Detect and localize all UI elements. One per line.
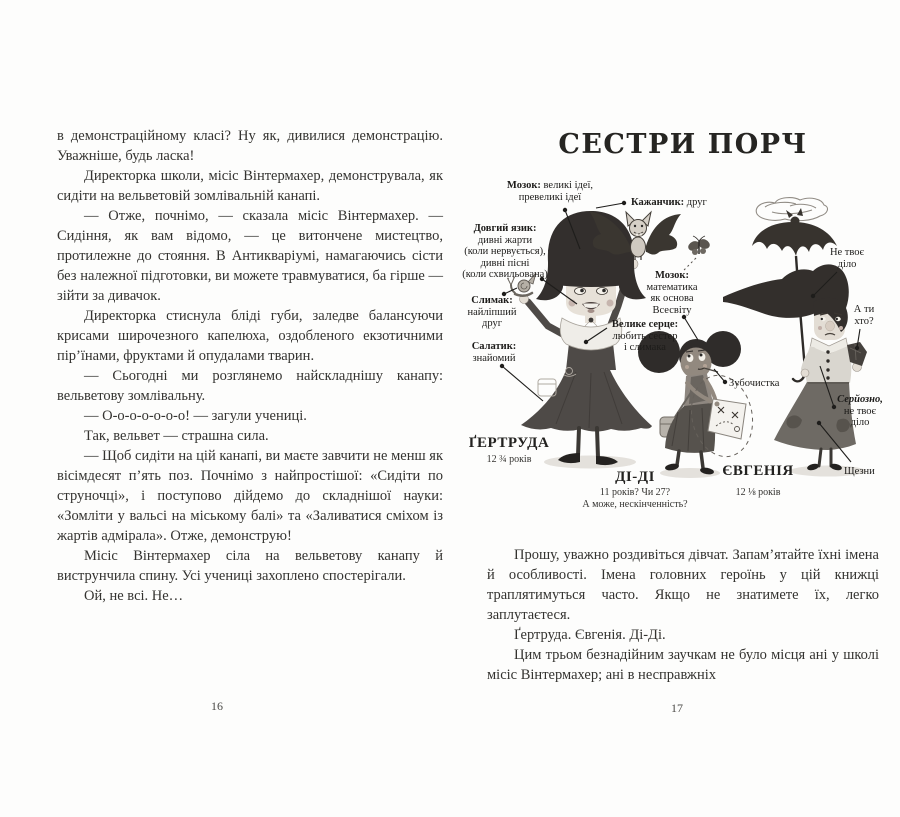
character-name-didi: ДІ-ДІ [615,469,655,485]
right-page-text [487,545,879,685]
annotation-snail-friend: Слимак: найліпший друг [467,295,517,329]
annotation-long-tongue: Довгий язик: дивні жарти (коли нервується), дивні пісні (коли схвильована) [462,223,548,280]
character-age-didi: 11 років? Чи 27? А може, нескінченність? [582,487,688,510]
chapter-title: СЕСТРИ ПОРЧ [558,129,808,160]
paragraph: Директорка стиснула бліді губи, заледве балансуючи крисами широчезного капелюха, оздобленого екзотичними пір’їнами, фруктами й опудалами тварин. [57,308,443,364]
ievheniia-figure [723,264,867,471]
annotation-brain-gertruda: Мозок: великі ідеї, превеликі ідеї [506,180,594,203]
paragraph: в демонстраційному класі? Ну як, дивилися демонстрацію. Уважніше, будь ласка! [57,128,443,164]
paragraph: Цим трьом безнадійним заучкам не було місця ані у школі місіс Вінтермахер; ані в несправжніх [487,647,879,683]
character-age-gertruda: 12 ¾ років [486,454,532,465]
butterfly-figure [682,236,711,272]
cloud-scribble [756,198,827,221]
annotation-seriously: Серйозно, не твоє діло [837,394,883,428]
left-page-text [57,126,443,606]
annotation-vanish: Щезни [844,466,875,477]
paragraph: Прошу, уважно роздивіться дівчат. Запам’ятайте їхні імена й особливості. Імена головних героїнь у цій книжці траплятимуться часто. Якщо не знатимете їх, легко заплутаєтеся. [487,547,879,623]
paragraph: — Щоб сидіти на цій канапі, ви маєте завчити не менш як вісімдесят п’ять поз. Почнімо з найпростішої: «Сидіти по струночці», і поступово дійдемо до складнішої науки: «Зомліти у вальсі на міському балі» та «Заливатися сміхом із жартів адмірала». Отже, демонструю! [57,448,443,544]
paragraph: — Сьогодні ми розглянемо найскладнішу канапу: вельветову зомлівальну. [57,368,443,404]
page-number-left: 16 [211,699,223,713]
paragraph: Місіс Вінтермахер сіла на вельветову канапу й виструнчила спину. Усі учениці захоплено спостерігали. [57,548,443,584]
annotation-who-are-you: А ти хто? [853,304,875,327]
annotation-toothpick: Зубочистка [729,378,780,389]
paragraph: — О-о-о-о-о-о-о! — загули учениці. [84,408,307,424]
page-number-right: 17 [671,701,683,715]
character-age-ievheniia: 12 ⅛ років [735,487,781,498]
character-name-ievheniia: ЄВГЕНІЯ [722,463,794,479]
paragraph: Ой, не всі. Не… [84,588,184,604]
paragraph: Директорка школи, місіс Вінтермахер, демонструвала, як сидіти на вельветовій зомлівальній канапі. [57,168,443,204]
paragraph: Так, вельвет — страшна сила. [84,428,269,444]
character-name-gertruda: ҐЕРТРУДА [468,435,550,451]
annotation-brain-didi: Мозок: математика як основа Всесвіту [646,270,698,316]
annotation-salad: Салатик: знайомий [471,341,517,364]
annotation-bat-friend: Кажанчик: друг [631,197,707,208]
paragraph: Ґертруда. Євгенія. Ді-Ді. [514,627,666,643]
annotation-big-heart: Велике серце: любить сестер і слимака [611,319,679,353]
annotation-none-of-your-business: Не твоє діло [829,247,865,270]
paragraph: — Отже, почнімо, — сказала місіс Вінтермахер. — Сидіння, як вам відомо, — це витончене мистецтво, протилежне до стояння. В Антикваріумі, намагаючись сісти без належної підготовки, ви можете травмуватися, ба гірше — зійти за дивачок. [57,208,443,304]
